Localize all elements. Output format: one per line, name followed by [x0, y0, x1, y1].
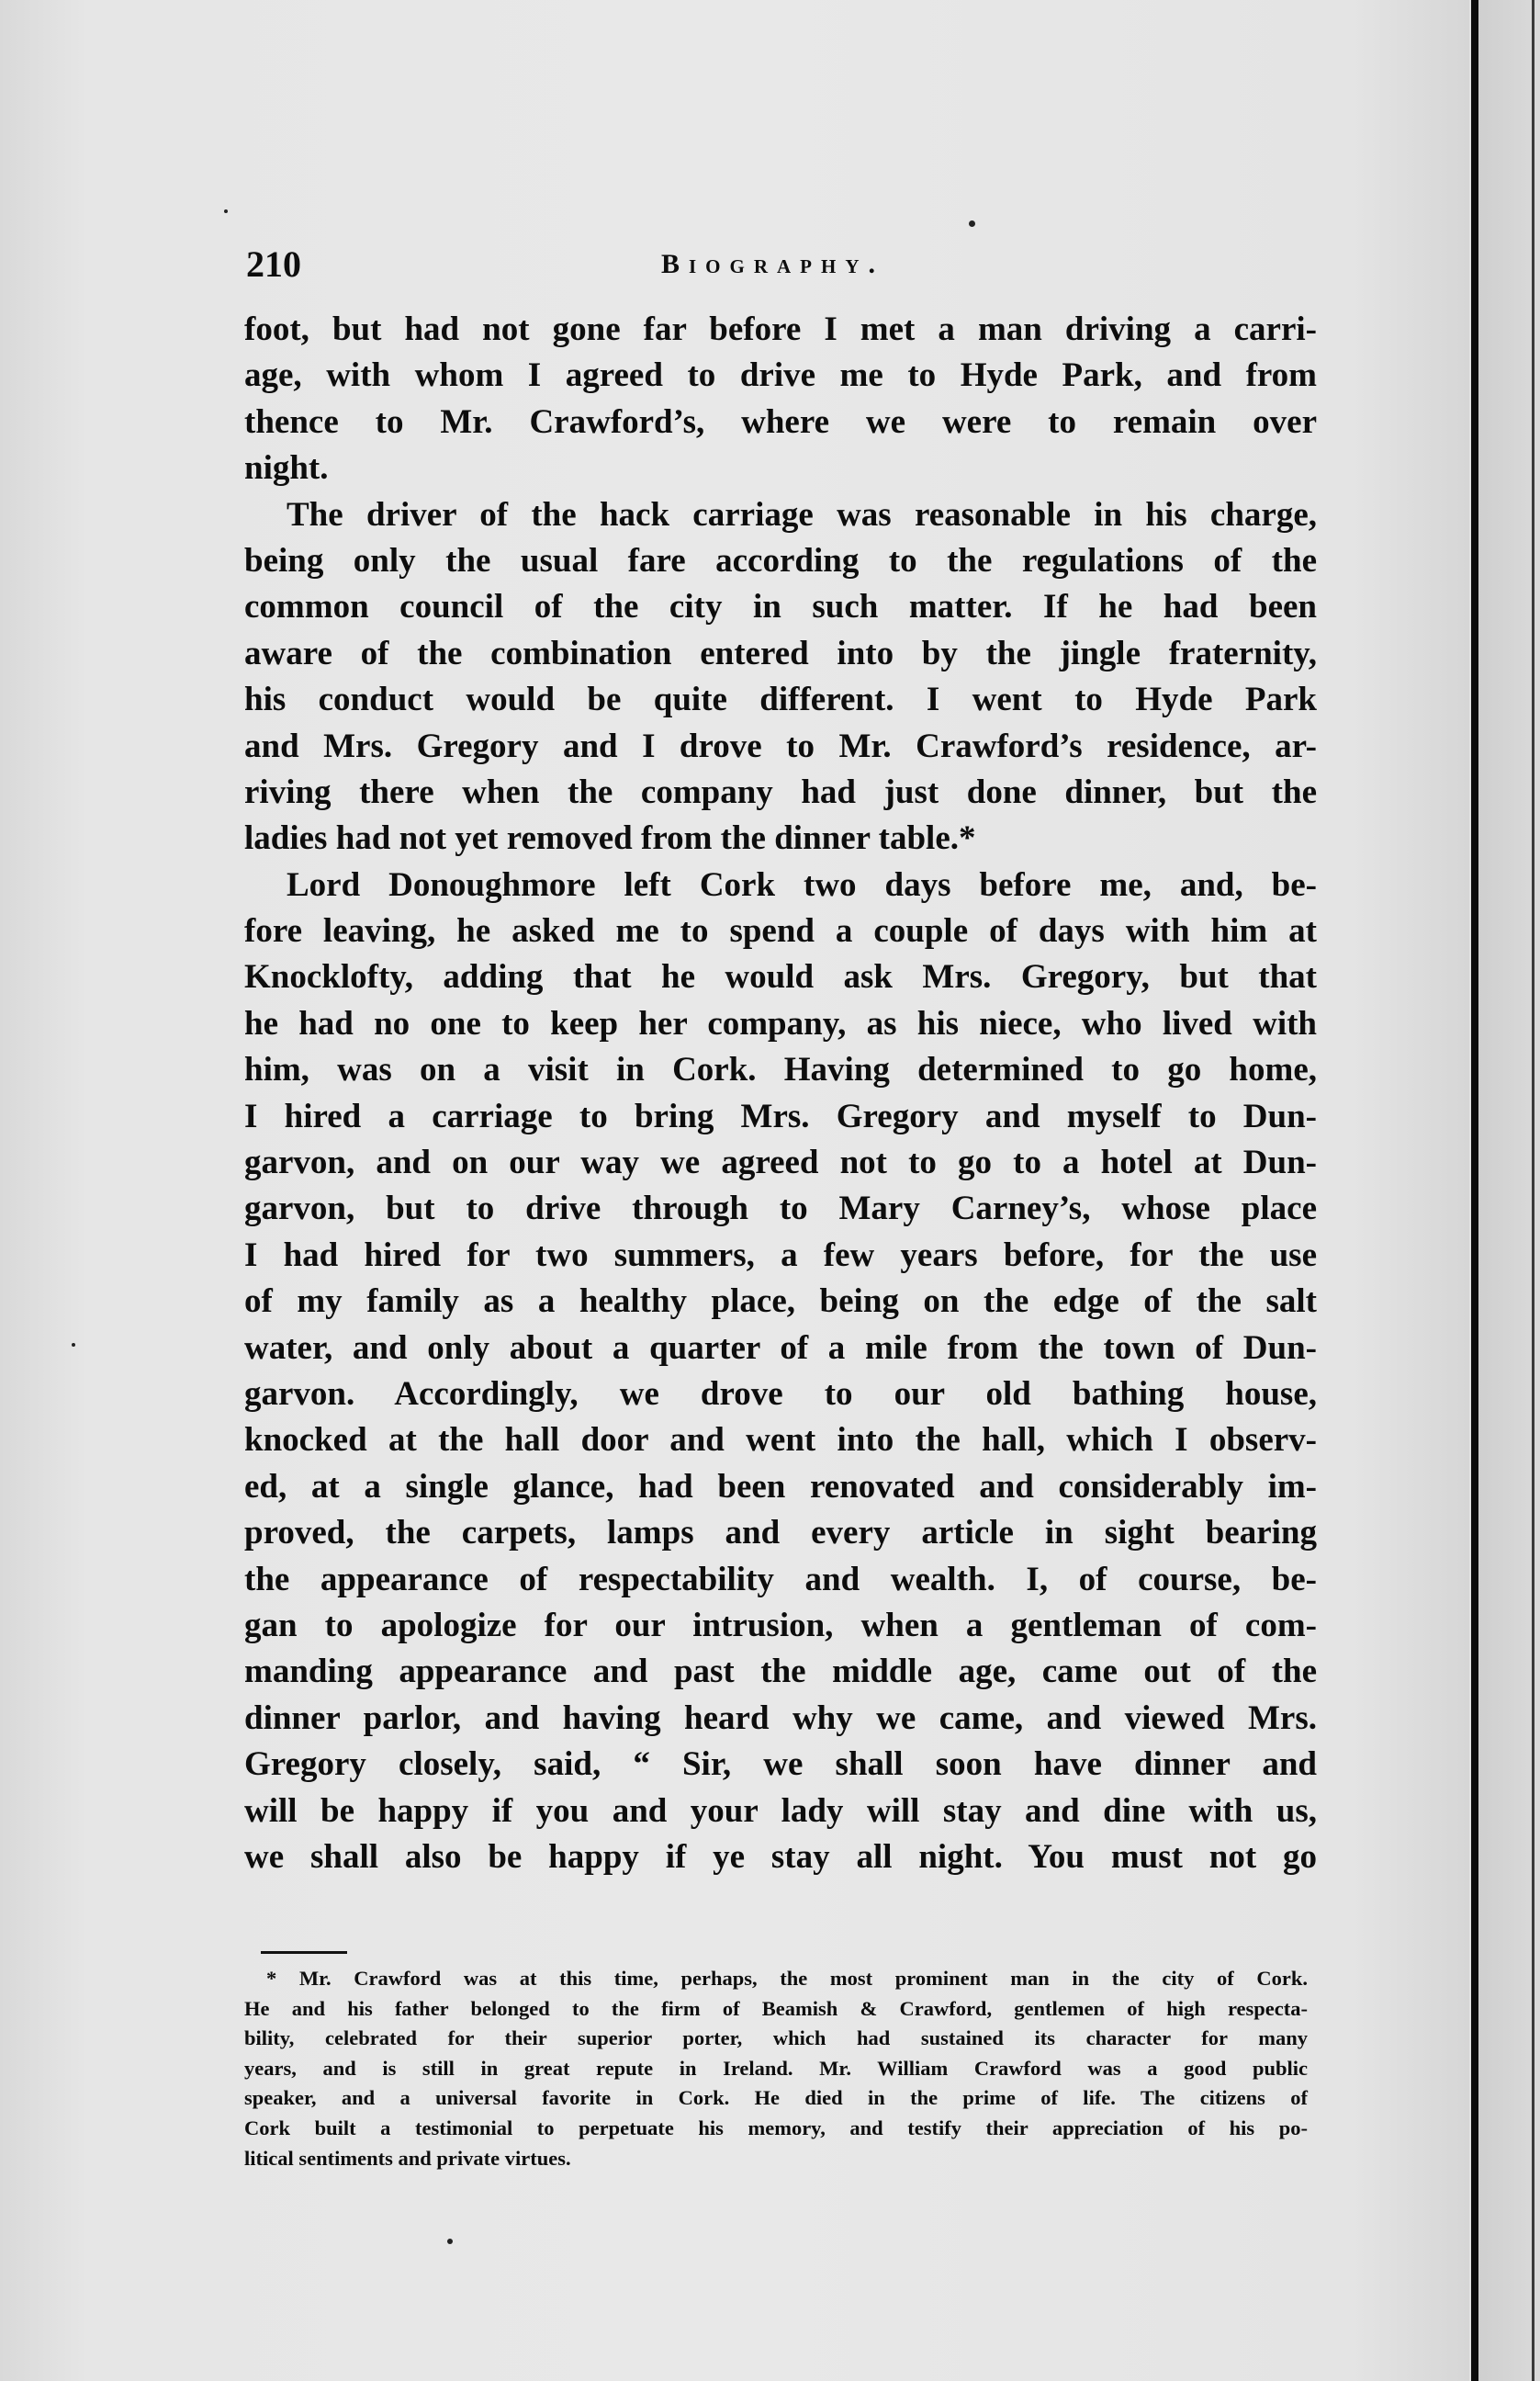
- body-line: garvon, and on our way we agreed not to go to a hotel at Dun-: [244, 1144, 1317, 1182]
- body-line: I hired a carriage to bring Mrs. Gregory and myself to Dun-: [244, 1097, 1317, 1135]
- body-line: the appearance of respectability and wealth. I, of course, be-: [244, 1560, 1317, 1598]
- body-line: common council of the city in such matter. If he had been: [244, 588, 1317, 626]
- scan-speck: [969, 220, 975, 227]
- body-line: he had no one to keep her company, as his niece, who lived with: [244, 1004, 1317, 1043]
- scan-speck: [224, 209, 228, 213]
- adjacent-page-strip: [1478, 0, 1540, 2381]
- body-line: gan to apologize for our intrusion, when a gentleman of com-: [244, 1606, 1317, 1644]
- footnote-line: litical sentiments and private virtues.: [244, 2146, 571, 2170]
- body-line: will be happy if you and your lady will stay and dine with us,: [244, 1791, 1317, 1830]
- body-line: we shall also be happy if ye stay all night. You must not go: [244, 1837, 1317, 1876]
- body-line: Lord Donoughmore left Cork two days before me, and, be-: [287, 865, 1317, 904]
- body-line: garvon. Accordingly, we drove to our old bathing house,: [244, 1374, 1317, 1413]
- body-line: riving there when the company had just done dinner, but the: [244, 773, 1317, 811]
- body-line: Gregory closely, said, “ Sir, we shall soon have dinner and: [244, 1745, 1317, 1784]
- body-line: being only the usual fare according to the regulations of the: [244, 541, 1317, 580]
- body-line: thence to Mr. Crawford’s, where we were to remain over: [244, 402, 1317, 441]
- running-head: Biography.: [661, 249, 885, 279]
- body-line: proved, the carpets, lamps and every article in sight bearing: [244, 1514, 1317, 1552]
- body-line: The driver of the hack carriage was reasonable in his charge,: [287, 495, 1317, 534]
- body-line: manding appearance and past the middle age, came out of the: [244, 1653, 1317, 1691]
- page-header: [246, 237, 1307, 292]
- body-line: fore leaving, he asked me to spend a couple of days with him at: [244, 912, 1317, 951]
- body-line: of my family as a healthy place, being on the edge of the salt: [244, 1282, 1317, 1321]
- body-line: ladies had not yet removed from the dinner table.*: [244, 819, 976, 858]
- body-line: and Mrs. Gregory and I drove to Mr. Crawford’s residence, ar-: [244, 727, 1317, 765]
- body-line: I had hired for two summers, a few years before, for the use: [244, 1236, 1317, 1274]
- body-line: dinner parlor, and having heard why we came, and viewed Mrs.: [244, 1698, 1317, 1737]
- body-line: night.: [244, 449, 329, 488]
- footnote-line: bility, celebrated for their superior porter, which had sustained its character for many: [244, 2026, 1308, 2050]
- page-number: 210: [246, 243, 301, 285]
- scan-speck: [447, 2239, 453, 2244]
- body-line: aware of the combination entered into by the jingle fraternity,: [244, 634, 1317, 672]
- body-line: foot, but had not gone far before I met a man driving a carri-: [244, 310, 1317, 348]
- body-text: [244, 307, 1317, 1880]
- footnote-line: speaker, and a universal favorite in Cork. He died in the prime of life. The citizens of: [244, 2086, 1308, 2110]
- footnote-line: Cork built a testimonial to perpetuate his memory, and testify their appreciation of his po-: [244, 2116, 1308, 2139]
- footnote-line: years, and is still in great repute in Ireland. Mr. William Crawford was a good public: [244, 2056, 1308, 2080]
- adjacent-page-edge: [1532, 0, 1534, 2381]
- binding-edge: [1471, 0, 1478, 2381]
- footnote-line: * Mr. Crawford was at this time, perhaps, the most prominent man in the city of Cork.: [266, 1967, 1308, 1990]
- body-line: ed, at a single glance, had been renovated and considerably im-: [244, 1467, 1317, 1506]
- scan-speck: [72, 1343, 75, 1347]
- body-line: water, and only about a quarter of a mile from the town of Dun-: [244, 1328, 1317, 1367]
- footnote: [244, 1964, 1308, 2173]
- body-line: Knocklofty, adding that he would ask Mrs. Gregory, but that: [244, 958, 1317, 997]
- footnote-line: He and his father belonged to the firm of Beamish & Crawford, gentlemen of high respecta-: [244, 1996, 1308, 2020]
- body-line: garvon, but to drive through to Mary Carney’s, whose place: [244, 1190, 1317, 1228]
- body-line: knocked at the hall door and went into the hall, which I observ-: [244, 1421, 1317, 1460]
- body-line: him, was on a visit in Cork. Having determined to go home,: [244, 1051, 1317, 1089]
- body-line: his conduct would be quite different. I went to Hyde Park: [244, 681, 1317, 719]
- footnote-rule: [261, 1951, 347, 1954]
- body-line: age, with whom I agreed to drive me to Hyde Park, and from: [244, 356, 1317, 395]
